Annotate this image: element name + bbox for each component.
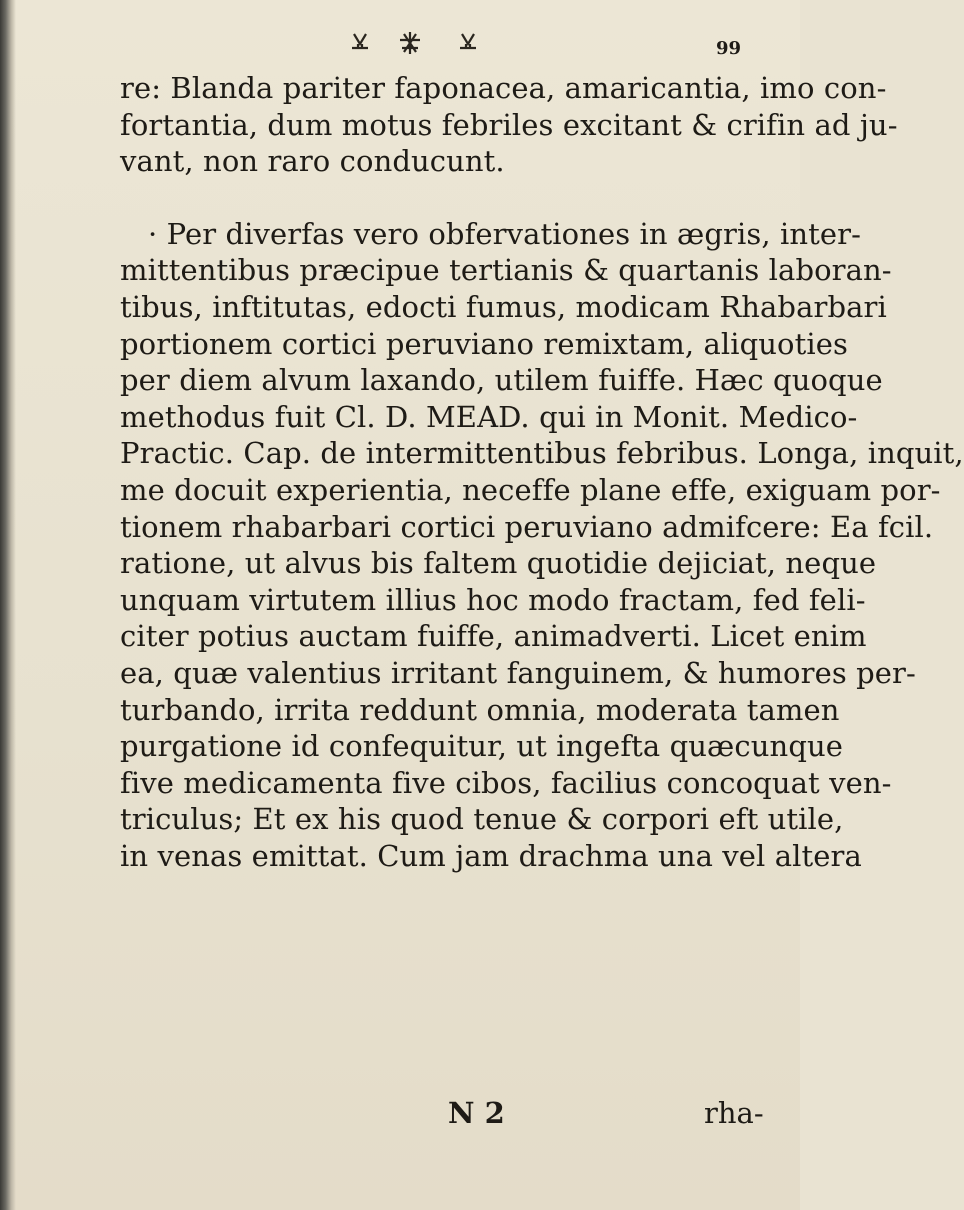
text-line: · Per diverfas vero obfervationes in ægris, inter- [148, 216, 862, 251]
text-line: purgatione id confequitur, ut ingefta quæcunque [120, 729, 844, 764]
text-line: portionem cortici peruviano remixtam, aliquoties [120, 326, 848, 361]
text-line: triculus; Et ex his quod tenue & corpori eft utile, [120, 802, 844, 837]
text-line: fortantia, dum motus febriles excitant & crifin ad ju- [120, 107, 898, 142]
text-line: re: Blanda pariter faponacea, amaricantia, imo con- [120, 71, 887, 105]
catchword: rha- [704, 1096, 764, 1130]
text-line: methodus fuit Cl. D. MEAD. qui in Monit. Medico- [120, 399, 858, 434]
text-line: turbando, irrita reddunt omnia, moderata tamen [120, 692, 840, 727]
body-text [120, 70, 964, 874]
text-line: mittentibus præcipue tertianis & quartanis laboran- [120, 253, 892, 288]
text-line: me docuit experientia, neceffe plane effe, exiguam por- [120, 472, 941, 507]
paragraph-gap [120, 180, 780, 216]
signature-mark: N 2 [448, 1096, 505, 1130]
text-line: vant, non raro conducunt. [120, 144, 505, 179]
page-footer [120, 1096, 780, 1136]
text-line: tibus, inftitutas, edocti fumus, modicam Rhabarbari [120, 289, 887, 324]
text-line: five medicamenta five cibos, facilius concoquat ven- [120, 765, 892, 800]
text-line: Practic. Cap. de intermittentibus febribus. Longa, inquit, [120, 436, 964, 471]
text-line: tionem rhabarbari cortici peruviano admifcere: Ea fcil. [120, 509, 934, 544]
text-line: per diem alvum laxando, utilem fuiffe. Hæc quoque [120, 363, 883, 398]
text-line: ea, quæ valentius irritant fanguinem, & humores per- [120, 655, 916, 690]
page-number: 99 [716, 38, 742, 59]
text-line: citer potius auctam fuiffe, animadverti. Licet enim [120, 619, 867, 654]
printer-ornament-icon [348, 30, 488, 56]
text-line: unquam virtutem illius hoc modo fractam, fed feli- [120, 582, 866, 617]
text-line: ratione, ut alvus bis faltem quotidie dejiciat, neque [120, 546, 877, 581]
text-line: in venas emittat. Cum jam drachma una vel altera [120, 838, 862, 873]
binding-gutter [0, 0, 16, 1210]
